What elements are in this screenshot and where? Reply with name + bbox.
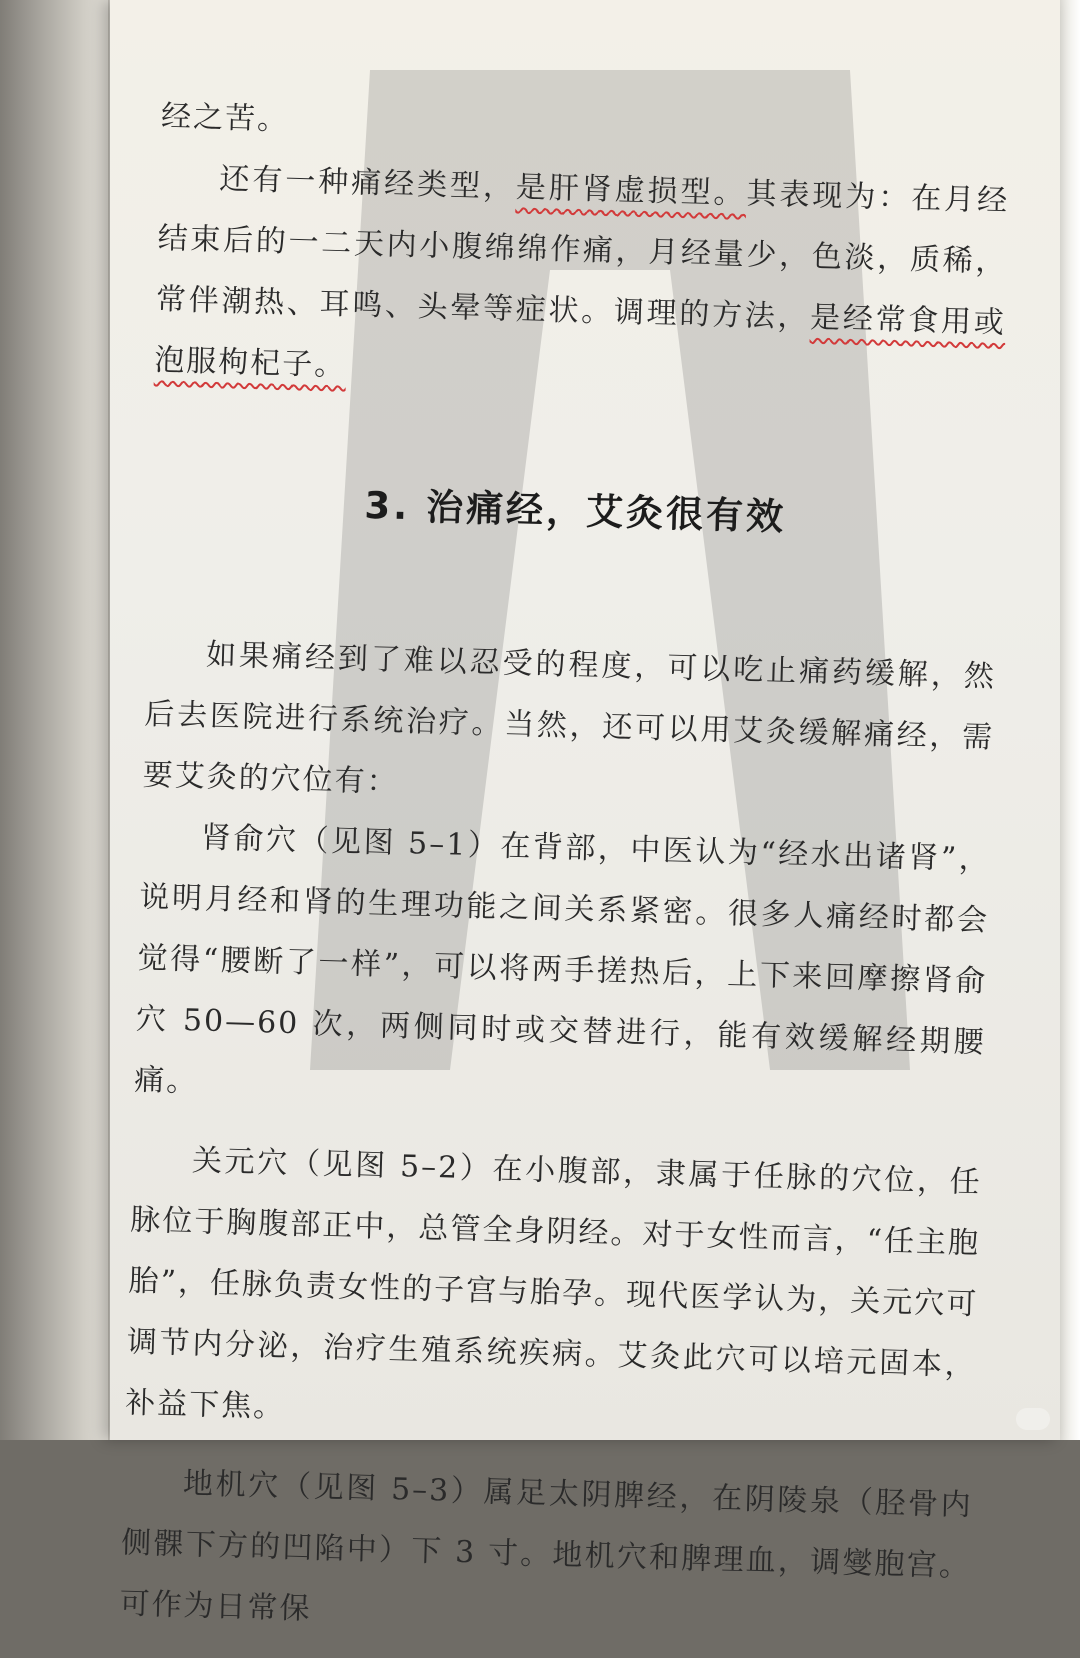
text-segment: 还有一种痛经类型， — [218, 161, 517, 205]
section-heading: 3. 治痛经，艾灸很有效 — [363, 483, 787, 539]
paragraph-diji: 地机穴（见图 5–3）属足太阴脾经，在阴陵泉（胫骨内侧髁下方的凹陷中）下 3 寸。地机穴和脾理血，调燮胞宫。可作为日常保 — [119, 1466, 974, 1627]
page-text — [119, 86, 1012, 1658]
paragraph-liver-kidney-type — [153, 147, 1009, 415]
red-underlined-text: 是经常食用或泡服枸杞子。 — [153, 300, 1007, 384]
text-segment: 其表现为：在月经结束后的一二天内小腹绵绵作痛，月经量少，色淡，质稀，常伴潮热、耳鸣、头晕等症状。调理的方法， — [155, 176, 1010, 336]
previous-page-edge — [0, 0, 118, 1440]
paragraph-shenshu: 肾俞穴（见图 5–1）在背部，中医认为“经水出诸肾”，说明月经和肾的生理功能之间关系紧密。很多人痛经时都会觉得“腰断了一样”，可以将两手搓热后，上下来回摩擦肾俞穴 50—60 次，两侧同时或交替进行，能有效缓解经期腰痛。 — [133, 820, 992, 1100]
red-underlined-text: 是肝肾虚损型。 — [515, 169, 748, 212]
paragraph-intro: 如果痛经到了难以忍受的程度，可以吃止痛药缓解，然后去医院进行系统治疗。当然，还可以用艾灸缓解痛经，需要艾灸的穴位有： — [142, 637, 997, 800]
book-page — [110, 0, 1060, 1627]
watermark-badge — [1016, 1408, 1050, 1430]
paragraph-guanyuan: 关元穴（见图 5–2）在小腹部，隶属于任脉的穴位，任脉位于胸腹部正中，总管全身阴经。对于女性而言，“任主胞胎”，任脉负责女性的子宫与胎孕。现代医学认为，关元穴可调节内分泌，治疗生殖系统疾病。艾灸此穴可以培元固本，补益下焦。 — [124, 1143, 983, 1425]
paragraph-continuation: 经之苦。 — [160, 98, 290, 138]
